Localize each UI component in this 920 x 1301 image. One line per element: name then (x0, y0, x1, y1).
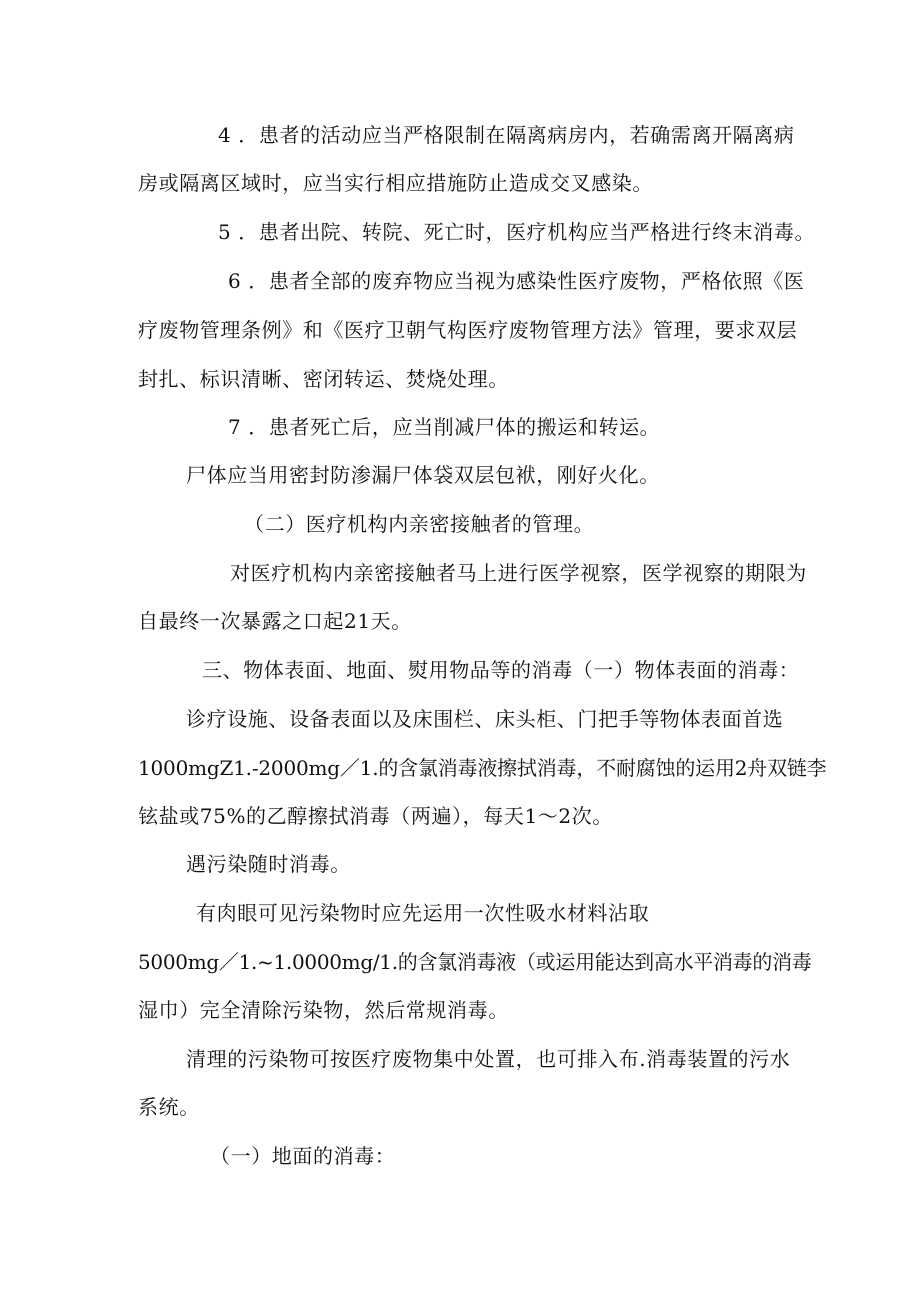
text-line: 铉盐或75%的乙醇擦拭消毒（两遍），每天1～2次。 (138, 804, 613, 828)
text-line: 遇污染随时消毒。 (186, 852, 351, 876)
text-line: 封扎、标识清晰、密闭转运、焚烧处理。 (138, 367, 509, 391)
text-line: 6 ．患者全部的废弃物应当视为感染性医疗废物，严格依照《医 (228, 269, 805, 293)
text-line: 清理的污染物可按医疗废物集中处置，也可排入布.消毒装置的污水 (186, 1047, 791, 1071)
text-line: 疗废物管理条例》和《医疗卫朝气构医疗废物管理方法》管理，要求双层 (138, 318, 798, 342)
text-line: 诊疗设施、设备表面以及床围栏、床头柜、门把手等物体表面首选 (186, 707, 784, 731)
section-heading: （二）医疗机构内亲密接触者的管理。 (244, 512, 595, 536)
text-line: 有肉眼可见污染物时应先运用一次性吸水材料沾取 (196, 901, 650, 925)
text-line: 系统。 (138, 1095, 200, 1119)
text-line: 5000mg／1.~1.0000mg/1.的含氯消毒液（或运用能达到高水平消毒的消毒 (138, 950, 812, 974)
section-heading: （一）地面的消毒： (210, 1144, 396, 1168)
text-line: 1000mgZ1.-2000mg／1.的含氯消毒液擦拭消毒，不耐腐蚀的运用2舟双链李 (138, 756, 827, 780)
text-line: 湿巾）完全清除污染物，然后常规消毒。 (138, 998, 509, 1022)
section-heading: 三、物体表面、地面、熨用物品等的消毒（一）物体表面的消毒： (202, 658, 800, 682)
text-line: 自最终一次暴露之口起21天。 (138, 609, 412, 633)
text-line: 5 ．患者出院、转院、死亡时，医疗机构应当严格进行终末消毒。 (218, 220, 816, 244)
text-line: 4 ．患者的活动应当严格限制在隔离病房内，若确需离开隔离病 (218, 123, 795, 147)
text-line: 对医疗机构内亲密接触者马上进行医学视察，医学视察的期限为 (230, 561, 807, 585)
text-line: 7 ．患者死亡后，应当削减尸体的搬运和转运。 (228, 415, 661, 439)
text-line: 尸体应当用密封防渗漏尸体袋双层包袱，刚好火化。 (186, 463, 660, 487)
text-line: 房或隔离区域时，应当实行相应措施防止造成交叉感染。 (138, 171, 653, 195)
